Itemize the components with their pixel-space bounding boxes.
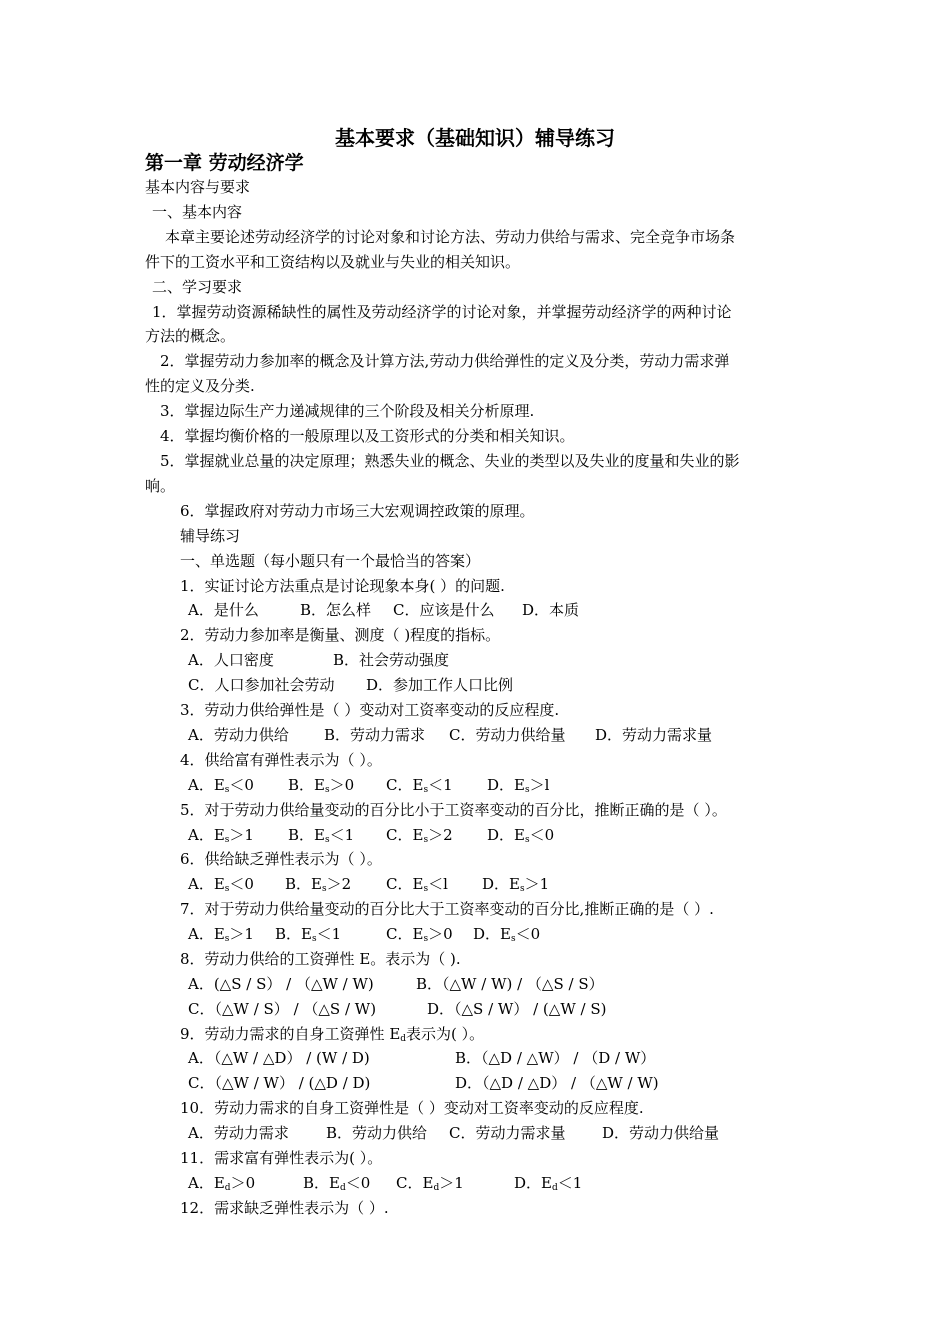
q9-option-c: C．（△W / W） / (△D / D) [188, 1074, 371, 1092]
question-3: 3．劳动力供给弹性是（ ）变动对工资率变动的反应程度. [180, 701, 560, 719]
requirement-6: 6．掌握政府对劳动力市场三大宏观调控政策的原理。 [180, 502, 535, 520]
q2-option-c: C．人口参加社会劳动 [188, 676, 335, 694]
q1-option-d: D．本质 [522, 601, 580, 619]
q10-option-a: A．劳动力需求 [188, 1124, 289, 1142]
requirement-2-line1: 2．掌握劳动力参加率的概念及计算方法,劳动力供给弹性的定义及分类，劳动力需求弹 [160, 352, 730, 370]
q1-option-c: C．应该是什么 [393, 601, 495, 619]
practice-heading: 辅导练习 [180, 527, 241, 545]
multiple-choice-heading: 一、单选题（每小题只有一个最恰当的答案） [180, 552, 481, 570]
part1-heading: 一、基本内容 [152, 203, 243, 221]
q11-option-d: D．$E_d<1$ [514, 1174, 583, 1193]
q1-option-b: B．怎么样 [300, 601, 372, 619]
requirement-2-line2: 性的定义及分类. [145, 377, 255, 395]
q10-option-d: D．劳动力供给量 [602, 1124, 720, 1142]
q7-option-b: B．$E_s<1$ [275, 925, 342, 944]
q6-option-a: A．$E_s<0$ [188, 875, 254, 894]
q4-option-d: D．$E_s>l$ [487, 776, 550, 795]
q11-option-c: C．$E_d>1$ [396, 1174, 464, 1193]
requirement-4: 4．掌握均衡价格的一般原理以及工资形式的分类和相关知识。 [160, 427, 575, 445]
question-9: 9．劳动力需求的自身工资弹性 $E_d$表示为( ）。 [180, 1025, 485, 1044]
q9-option-a: A．（△W / △D） / (W / D) [188, 1049, 370, 1067]
q7-option-a: A．$E_s>1$ [188, 925, 254, 944]
q6-option-c: C．$E_s<l$ [386, 875, 448, 894]
requirement-1-line2: 方法的概念。 [145, 327, 236, 345]
question-6: 6．供给缺乏弹性表示为（ ）。 [180, 850, 382, 868]
requirement-1-line1: 1．掌握劳动资源稀缺性的属性及劳动经济学的讨论对象，并掌握劳动经济学的两种讨论 [152, 303, 732, 321]
question-7: 7．对于劳动力供给量变动的百分比大于工资率变动的百分比,推断正确的是（ ）. [180, 900, 714, 918]
q10-option-b: B．劳动力供给 [326, 1124, 428, 1142]
q8-option-a: A．(△S / S） / （△W / W) [188, 975, 374, 993]
q5-option-a: A．$E_s>1$ [188, 826, 254, 845]
q5-option-c: C．$E_s>2$ [386, 826, 453, 845]
question-2: 2．劳动力参加率是衡量、测度（ )程度的指标。 [180, 626, 501, 644]
q11-option-b: B．$E_d<0$ [303, 1174, 371, 1193]
q5-option-b: B．$E_s<1$ [288, 826, 355, 845]
q5-option-d: D．$E_s<0$ [487, 826, 555, 845]
q7-option-d: D．$E_s<0$ [473, 925, 541, 944]
q6-option-b: B．$E_s>2$ [285, 875, 352, 894]
question-1: 1．实证讨论方法重点是讨论现象本身( ）的问题. [180, 577, 505, 595]
question-4: 4．供给富有弹性表示为（ ）。 [180, 751, 382, 769]
q4-option-c: C．$E_s<1$ [386, 776, 453, 795]
question-5: 5．对于劳动力供给量变动的百分比小于工资率变动的百分比，推断正确的是（ ）。 [180, 801, 727, 819]
q6-option-d: D．$E_s>1$ [482, 875, 550, 894]
q2-option-d: D．参加工作人口比例 [366, 676, 514, 694]
q3-option-a: A．劳动力供给 [188, 726, 289, 744]
q3-option-d: D．劳动力需求量 [595, 726, 713, 744]
q2-option-b: B．社会劳动强度 [333, 651, 450, 669]
chapter-heading: 第一章 劳动经济学 [145, 152, 304, 174]
question-8: 8．劳动力供给的工资弹性 E。表示为（ ). [180, 950, 461, 968]
part2-heading: 二、学习要求 [152, 278, 243, 296]
q9-option-b: B．（△D / △W） / （D / W） [455, 1049, 656, 1067]
section-heading: 基本内容与要求 [145, 178, 251, 196]
q8-option-c: C．（△W / S） / （△S / W) [188, 1000, 377, 1018]
q9-option-d: D．（△D / △D） / （△W / W) [455, 1074, 659, 1092]
q7-option-c: C．$E_s>0$ [386, 925, 453, 944]
q4-option-a: A．$E_s<0$ [188, 776, 254, 795]
q10-option-c: C．劳动力需求量 [449, 1124, 566, 1142]
q2-option-a: A．人口密度 [188, 651, 274, 669]
q4-option-b: B．$E_s>0$ [288, 776, 355, 795]
document-title: 基本要求（基础知识）辅导练习 [335, 126, 615, 150]
part1-body-line1: 本章主要论述劳动经济学的讨论对象和讨论方法、劳动力供给与需求、完全竞争市场条 [165, 228, 736, 246]
requirement-5-line1: 5．掌握就业总量的决定原理；熟悉失业的概念、失业的类型以及失业的度量和失业的影 [160, 452, 740, 470]
q3-option-b: B．劳动力需求 [324, 726, 426, 744]
requirement-5-line2: 响。 [145, 477, 176, 495]
question-12: 12．需求缺乏弹性表示为（ ）. [180, 1199, 389, 1217]
q1-option-a: A．是什么 [188, 601, 259, 619]
question-10: 10．劳动力需求的自身工资弹性是（ ）变动对工资率变动的反应程度. [180, 1099, 644, 1117]
q8-option-d: D．（△S / W） / (△W / S) [427, 1000, 607, 1018]
question-11: 11．需求富有弹性表示为( ）。 [180, 1149, 383, 1167]
part1-body-line2: 件下的工资水平和工资结构以及就业与失业的相关知识。 [145, 253, 521, 271]
q8-option-b: B．（△W / W) / （△S / S） [416, 975, 604, 993]
q11-option-a: A．$E_d>0$ [188, 1174, 256, 1193]
q3-option-c: C．劳动力供给量 [449, 726, 566, 744]
requirement-3: 3．掌握边际生产力递减规律的三个阶段及相关分析原理. [160, 402, 535, 420]
